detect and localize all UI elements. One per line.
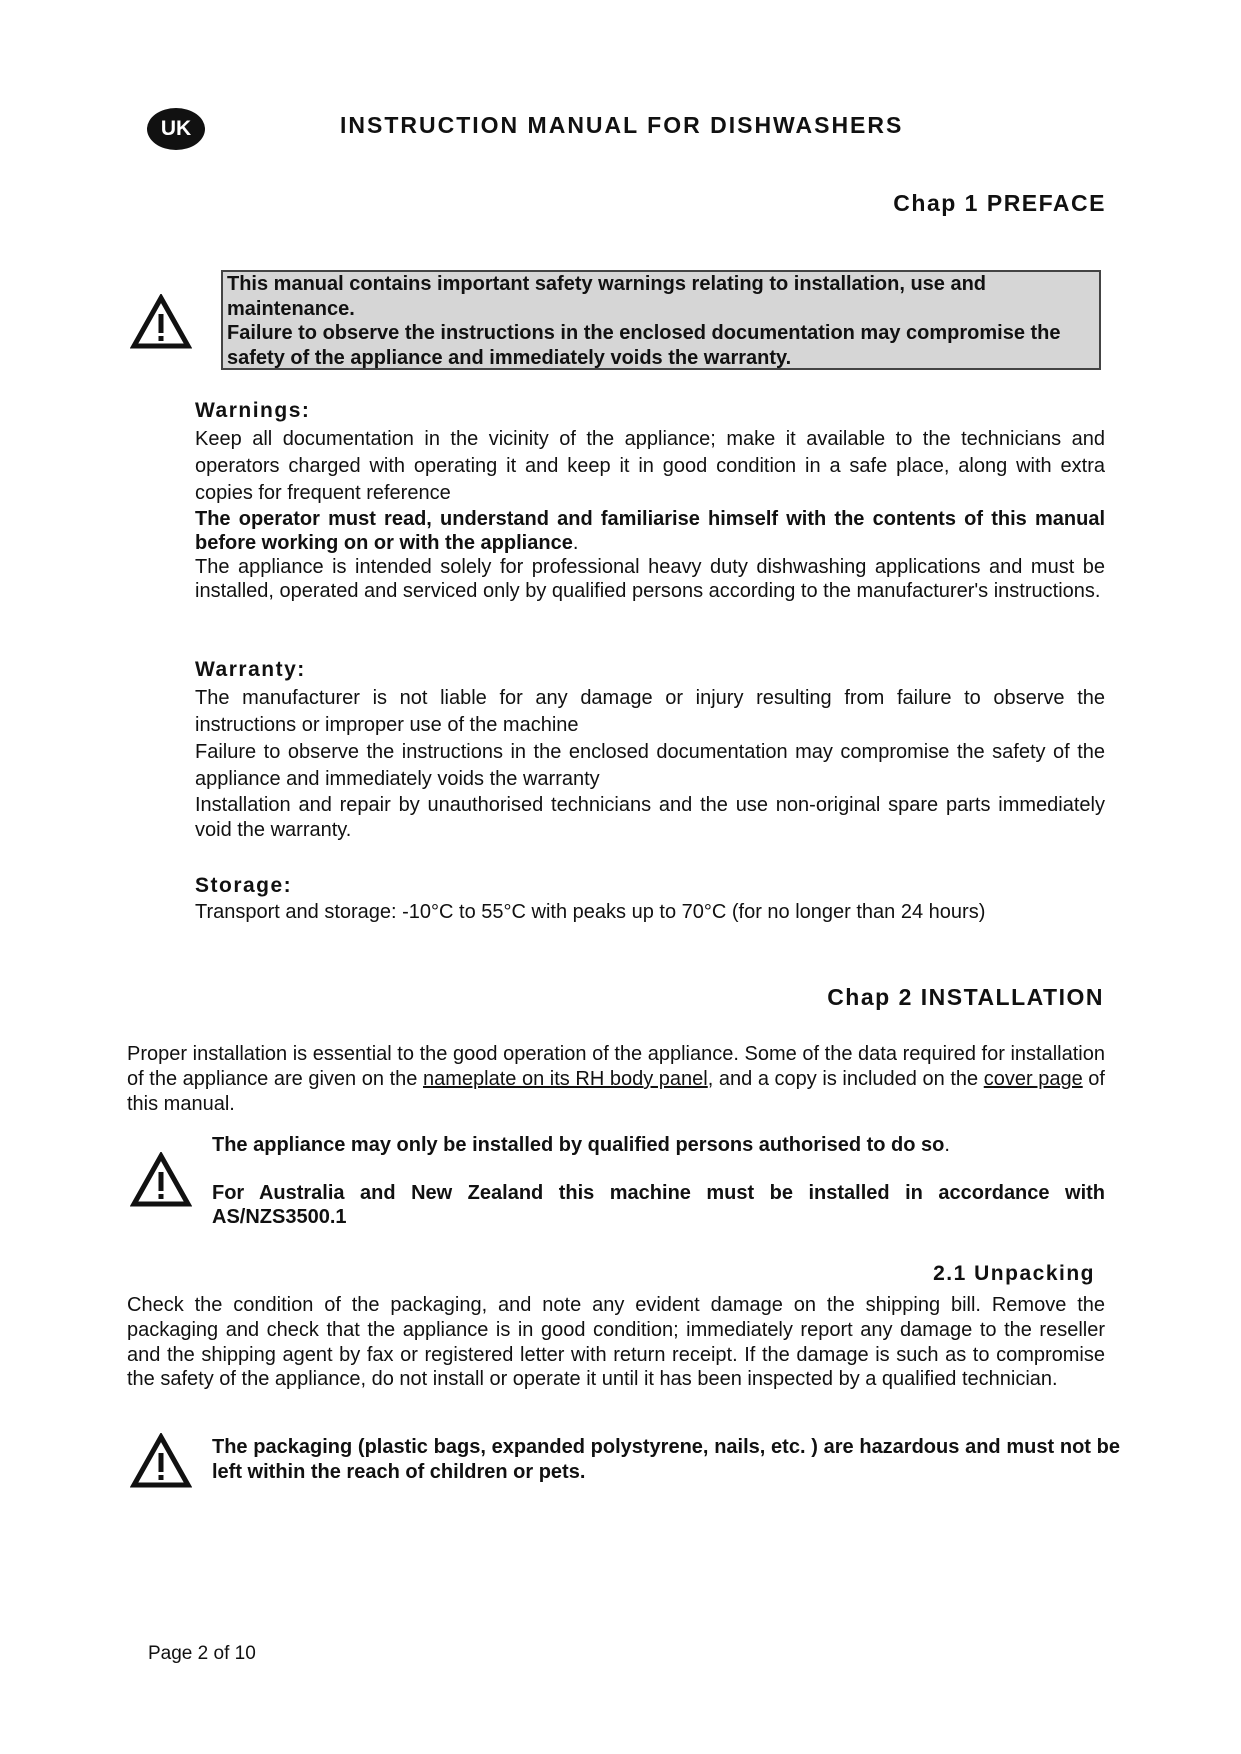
intro-text-2: , and a copy is included on the [707,1068,984,1090]
document-title: INSTRUCTION MANUAL FOR DISHWASHERS [340,112,904,138]
storage-paragraph-1: Transport and storage: -10°C to 55°C with peaks up to 70°C (for no longer than 24 hours) [195,901,986,923]
safety-warning-box [221,270,1101,370]
intro-text-1: Proper installation is essential to the good operation of the appliance. Some of the data required for installation of the appliance are given on the [127,1043,1105,1090]
warranty-paragraph-3: Installation and repair by unauthorised technicians and the use non-original spare parts immediately void the warranty. [195,794,1105,841]
warnings-paragraph-2-end: . [572,532,579,554]
unpacking-paragraph: Check the condition of the packaging, and note any evident damage on the shipping bill. Remove the packaging and check that the appliance is in good condition; immediately report any damage to the reseller and the shipping agent by fax or registered letter with return receipt. If the damage is such as to compromise the safety of the appliance, do not install or operate it until it has been inspected by a qualified technician. [127,1294,1105,1391]
chapter-1-heading: Chap 1 PREFACE [893,190,1106,216]
warning-triangle-icon [130,294,192,350]
warranty-paragraph-1: The manufacturer is not liable for any damage or injury resulting from failure to observe the instructions or improper use of the machine [195,687,1105,736]
nameplate-reference: nameplate on its RH body panel [422,1068,708,1090]
installation-warning-2 [212,1181,1105,1229]
installation-intro-paragraph [127,1042,1105,1117]
installation-intro [127,1042,1105,1117]
safety-warning-line-2: Failure to observe the instructions in the enclosed documentation may compromise the safety of the appliance and immediately voids the warranty. [227,322,1061,369]
warnings-paragraph-2 [195,507,1105,555]
packaging-warning-text: The packaging (plastic bags, expanded polystyrene, nails, etc. ) are hazardous and must not be left within the reach of children or pets. [212,1436,1120,1483]
chapter-2-heading: Chap 2 INSTALLATION [827,984,1104,1010]
safety-warning-line-1: This manual contains important safety warnings relating to installation, use and maintenance. [227,273,987,320]
installation-warning-2-text: For Australia and New Zealand this machine must be installed in accordance with AS/NZS3500.1 [212,1182,1105,1228]
storage-body [195,900,1105,924]
warnings-paragraph-2-bold: The operator must read, understand and familiarise himself with the contents of this manual before working on or with the appliance [195,508,1105,554]
warning-triangle-icon [130,1152,192,1208]
installation-warning-1-bold: The appliance may only be installed by qualified persons authorised to do so [212,1134,945,1156]
cover-page-reference: cover page [983,1068,1083,1090]
packaging-warning [212,1435,1120,1485]
language-badge: UK [147,108,205,150]
storage-heading: Storage: [195,874,293,897]
warranty-paragraph-2: Failure to observe the instructions in the enclosed documentation may compromise the safety of the appliance and immediately voids the warranty [195,741,1105,790]
page-number: Page 2 of 10 [148,1643,256,1664]
warnings-paragraph-1: Keep all documentation in the vicinity of the appliance; make it available to the technicians and operators charged with operating it and keep it in good condition in a safe place, along with extra copies for frequent reference [195,428,1105,504]
unpacking-body [127,1293,1105,1392]
intro-text-3: of this manual. [127,1068,1105,1115]
unpacking-heading: 2.1 Unpacking [933,1262,1095,1285]
warning-triangle-icon [130,1433,192,1489]
warnings-heading: Warnings: [195,399,311,422]
warnings-paragraph-3: The appliance is intended solely for professional heavy duty dishwashing applications and must be installed, operated and serviced only by qualified persons according to the manufacturer's instructions. [195,556,1105,602]
warranty-body [195,685,1105,843]
warnings-body [195,426,1105,603]
warranty-heading: Warranty: [195,658,306,681]
installation-warning-1 [212,1133,1105,1157]
installation-warning-1-end: . [944,1134,950,1156]
installation-warning-1-text [212,1133,1105,1157]
